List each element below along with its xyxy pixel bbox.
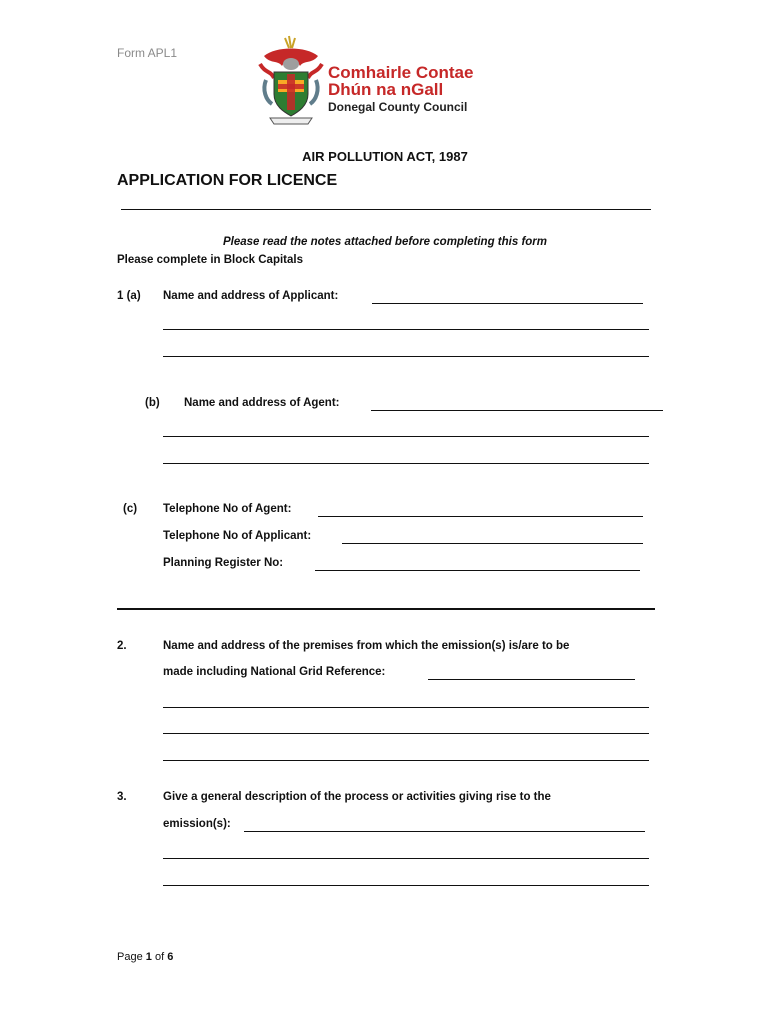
process-description-label-line1: Give a general description of the process or activities giving rise to the [163, 791, 551, 803]
applicant-address-field-2[interactable] [163, 356, 649, 357]
process-description-label-line2: emission(s): [163, 818, 231, 830]
page-of-word: of [154, 951, 165, 963]
agent-address-field-2[interactable] [163, 463, 649, 464]
premises-label-line1: Name and address of the premises from which the emission(s) is/are to be [163, 640, 570, 652]
page-number [117, 951, 173, 963]
notes-instruction: Please read the notes attached before completing this form [223, 236, 547, 248]
logo-english-line: Donegal County Council [328, 100, 468, 114]
planning-register-label: Planning Register No: [163, 557, 284, 569]
applicant-address-field-1[interactable] [163, 329, 649, 330]
form-code: Form APL1 [117, 46, 178, 60]
applicant-phone-label: Telephone No of Applicant: [163, 530, 312, 542]
premises-address-field-3[interactable] [163, 760, 649, 761]
applicant-phone-field[interactable] [342, 543, 643, 544]
county-crest-icon [256, 34, 326, 126]
agent-name-field[interactable] [371, 410, 663, 411]
agent-address-field-1[interactable] [163, 436, 649, 437]
agent-phone-label: Telephone No of Agent: [163, 503, 292, 515]
agent-phone-field[interactable] [318, 516, 643, 517]
page-title: APPLICATION FOR LICENCE [117, 172, 338, 189]
page-word: Page [117, 951, 143, 963]
premises-address-field-1[interactable] [163, 707, 649, 708]
page-total: 6 [167, 951, 174, 963]
agent-name-label: Name and address of Agent: [184, 397, 340, 409]
planning-register-field[interactable] [315, 570, 640, 571]
section-divider [117, 608, 655, 610]
grid-reference-field[interactable] [428, 679, 635, 680]
title-divider [121, 209, 651, 210]
section-1b-number: (b) [145, 397, 160, 409]
section-2-number: 2. [117, 640, 127, 652]
block-capitals-instruction: Please complete in Block Capitals [117, 254, 303, 266]
section-1a-number: 1 (a) [117, 290, 141, 302]
process-description-field-2[interactable] [163, 858, 649, 859]
act-title: AIR POLLUTION ACT, 1987 [302, 149, 468, 164]
premises-label-line2: made including National Grid Reference: [163, 666, 386, 678]
page-current: 1 [145, 951, 152, 963]
process-description-field-1[interactable] [244, 831, 645, 832]
logo-irish-line2: Dhún na nGall [328, 80, 444, 99]
section-1c-number: (c) [123, 503, 138, 515]
premises-address-field-2[interactable] [163, 733, 649, 734]
applicant-name-field[interactable] [372, 303, 643, 304]
logo-irish-line1: Comhairle Contae [328, 63, 474, 82]
section-3-number: 3. [117, 791, 127, 803]
process-description-field-3[interactable] [163, 885, 649, 886]
applicant-name-label: Name and address of Applicant: [163, 290, 339, 302]
